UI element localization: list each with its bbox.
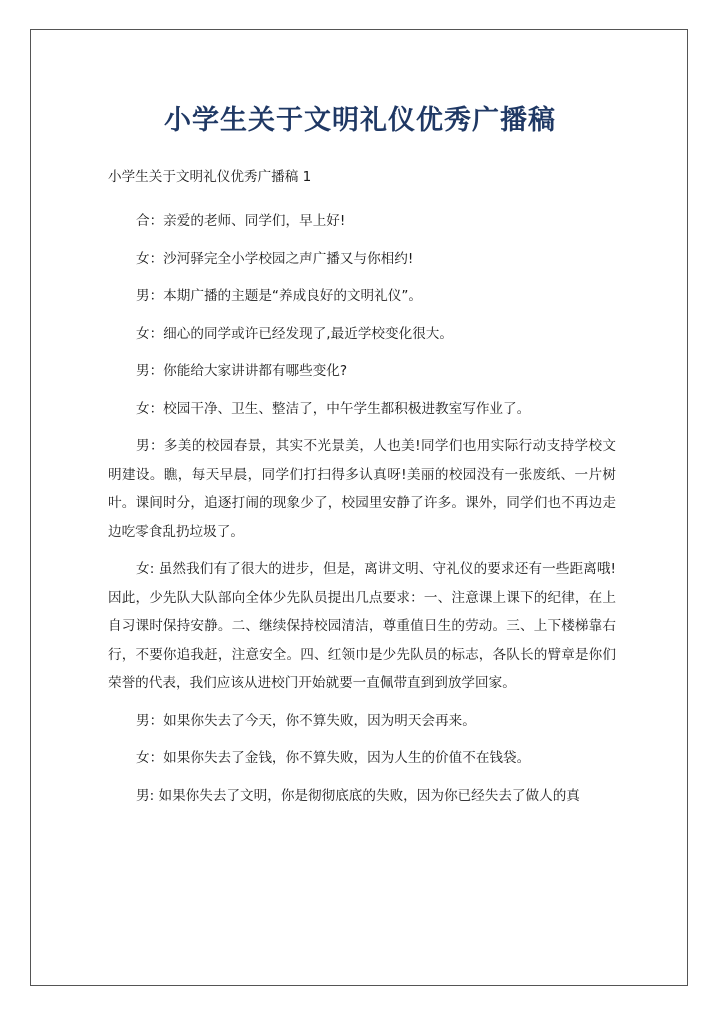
- document-title: 小学生关于文明礼仪优秀广播稿: [164, 105, 556, 136]
- paragraph: 男：你能给大家讲讲都有哪些变化?: [136, 363, 348, 379]
- document-body: [108, 170, 616, 819]
- paragraph: 男：如果你失去了今天，你不算失败，因为明天会再来。: [136, 712, 476, 729]
- paragraph: 男：本期广播的主题是“养成良好的文明礼仪”。: [136, 288, 422, 304]
- paragraph: 女：如果你失去了金钱，你不算失败，因为人生的价值不在钱袋。: [136, 750, 531, 766]
- paragraph: 女：沙河驿完全小学校园之声广播又与你相约!: [136, 250, 414, 267]
- paragraph: 合：亲爱的老师、同学们，早上好!: [136, 213, 346, 229]
- paragraph: 女：校园干净、卫生、整洁了，中午学生都积极进教室写作业了。: [136, 400, 531, 417]
- document-subtitle: 小学生关于文明礼仪优秀广播稿 1: [108, 169, 312, 185]
- paragraph: 女: 虽然我们有了很大的进步，但是，离讲文明、守礼仪的要求还有一些距离哦!因此，少先队大队部向全体少先队员提出几点要求：一、注意课上课下的纪律，在上自习课时保持安静。二、继续保持校园清洁，尊重值日生的劳动。三、上下楼梯靠右行，不要你追我赶，注意安全。四、红领巾是少先队员的标志，各队长的臂章是你们荣誉的代表，我们应该从进校门开始就要一直佩带直到到放学回家。: [108, 561, 616, 691]
- paragraph: 男: 如果你失去了文明，你是彻彻底底的失败，因为你已经失去了做人的真: [136, 787, 580, 804]
- paragraph: 女：细心的同学或许已经发现了,最近学校变化很大。: [136, 325, 453, 342]
- paragraph: 男：多美的校园春景，其实不光景美，人也美!同学们也用实际行动支持学校文明建设。瞧，每天早晨，同学们打扫得多认真呀!美丽的校园没有一张废纸、一片树叶。课间时分，追逐打闹的现象少了，校园里安静了许多。课外，同学们也不再边走边吃零食乱扔垃圾了。: [108, 438, 616, 540]
